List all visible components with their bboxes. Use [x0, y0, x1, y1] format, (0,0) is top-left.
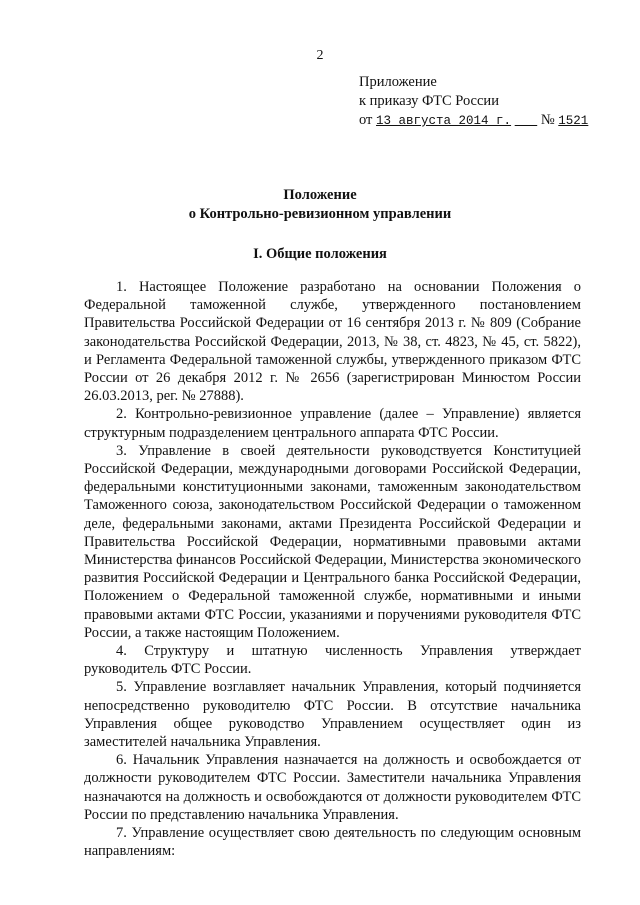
paragraph-2: 2. Контрольно-ревизионное управление (далее – Управление) является структурным подразделением центрального аппарата ФТС России.: [84, 406, 581, 441]
appendix-order-ref: к приказу ФТС России: [359, 93, 499, 109]
order-date: 13 августа 2014 г.: [376, 114, 512, 128]
number-sign: №: [540, 112, 555, 128]
document-body: [84, 278, 581, 861]
paragraph-3: 3. Управление в своей деятельности руководствуется Конституцией Российской Федерации, международными договорами Российской Федерации, федеральными конституционными законами, таможенным законодательством Таможенного союза, законодательством Российской Федерации о таможенном деле, федеральными законами, актами Президента Российской Федерации и Правительства Российской Федерации, нормативными правовыми актами Министерства финансов Российской Федерации, Министерства экономического развития Российской Федерации и Центрального банка Российской Федерации, Положением о Федеральной таможенной службе, нормативными и иными правовыми актами ФТС России, указаниями и поручениями руководителя ФТС России, а также настоящим Положением.: [84, 442, 581, 641]
document-title: [0, 186, 640, 224]
paragraph-6: 6. Начальник Управления назначается на должность и освобождается от должности руководителем ФТС России. Заместители начальника Управления назначаются на должность и освобождаются от должности руководителем ФТС России по представлению начальника Управления.: [84, 752, 581, 823]
paragraph-7: 7. Управление осуществляет свою деятельность по следующим основным направлениям:: [84, 825, 581, 860]
page-number: 2: [316, 48, 324, 63]
paragraph-1: 1. Настоящее Положение разработано на основании Положения о Федеральной таможенной службе, утвержденного постановлением Правительства Российской Федерации от 16 сентября 2013 г. № 809 (Собрание законодательства Российской Федерации, 2013, № 38, ст. 4823, № 45, ст. 5822), и Регламента Федеральной таможенной службы, утвержденного приказом ФТС России от 26 декабря 2012 г. № 2656 (зарегистрирован Минюстом России 26.03.2013, рег. № 27888).: [84, 279, 581, 405]
title-line-2: о Контрольно-ревизионном управлении: [188, 206, 452, 222]
paragraph-4: 4. Структуру и штатную численность Управления утверждает руководитель ФТС России.: [84, 643, 581, 678]
appendix-label: Приложение: [359, 74, 437, 90]
section-heading: I. Общие положения: [253, 246, 387, 262]
date-underline-gap: [515, 114, 538, 128]
date-prefix: от: [359, 112, 373, 128]
appendix-date-line: [359, 111, 588, 131]
paragraph-5: 5. Управление возглавляет начальник Управления, который подчиняется непосредственно руководителю ФТС России. В отсутствие начальника Управления общее руководство Управлением осуществляет один из заместителей начальника Управления.: [84, 679, 581, 751]
appendix-header: [359, 73, 588, 131]
order-number: 1521: [558, 114, 589, 128]
title-line-1: Положение: [283, 187, 357, 203]
